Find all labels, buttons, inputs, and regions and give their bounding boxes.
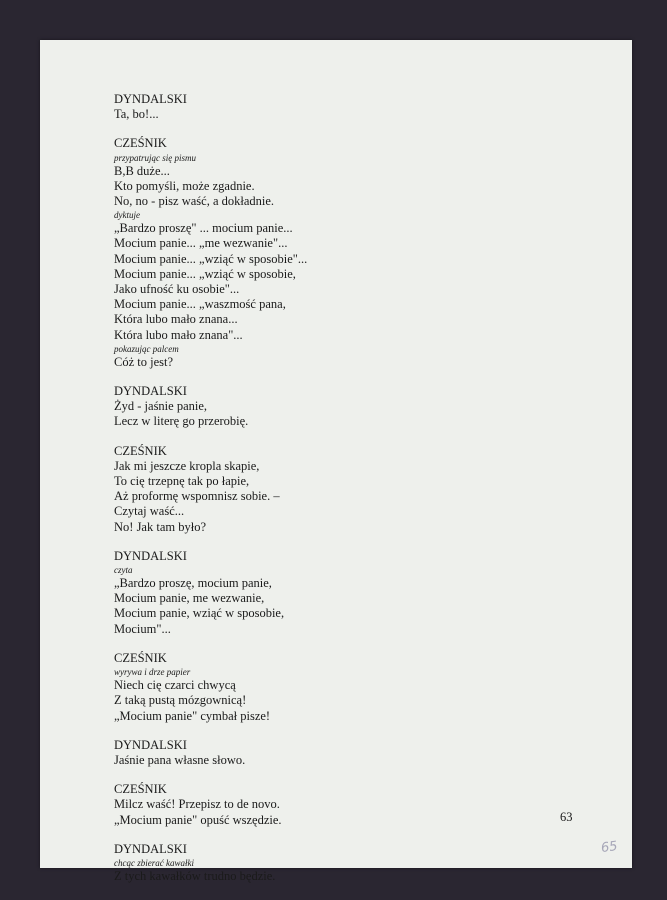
dialogue-block: [114, 444, 554, 535]
verse-line: Milcz waść! Przepisz to de novo.: [114, 797, 280, 812]
verse-line: Mocium panie... „waszmość pana,: [114, 297, 286, 312]
dialogue-block: [114, 136, 554, 370]
verse-line: To cię trzepnę tak po łapie,: [114, 474, 250, 489]
speaker-name: DYNDALSKI: [114, 841, 187, 856]
verse-line: Z tych kawałków trudno będzie.: [114, 868, 276, 883]
verse-line: Mocium panie... „me wezwanie"...: [114, 236, 288, 251]
dialogue-block: [114, 842, 554, 884]
verse-line: Kto pomyśli, może zgadnie.: [114, 178, 255, 193]
verse-line: B,B duże...: [114, 163, 170, 178]
verse-line: Mocium panie, wziąć w sposobie,: [114, 606, 285, 621]
stage-direction: chcąc zbierać kawałki: [114, 857, 194, 868]
dialogue-block: [114, 384, 554, 430]
dialogue-block: [114, 651, 554, 724]
verse-line: Z taką pustą mózgownicą!: [114, 693, 247, 708]
stage-direction: czyta: [114, 565, 133, 576]
verse-line: Mocium"...: [114, 621, 171, 636]
stage-direction: dyktuje: [114, 210, 140, 221]
verse-line: Czytaj waść...: [114, 504, 185, 519]
stage-direction: pokazując palcem: [114, 343, 179, 354]
stage-direction: wyrywa i drze papier: [114, 667, 191, 678]
speaker-name: CZEŚNIK: [114, 443, 167, 458]
verse-line: Niech cię czarci chwycą: [114, 678, 236, 693]
stage-direction: przypatrując się pismu: [114, 152, 196, 163]
dialogue-block: [114, 549, 554, 637]
speaker-name: DYNDALSKI: [114, 737, 187, 752]
pencil-page-mark: 65: [600, 838, 619, 857]
verse-line: „Bardzo proszę, mocium panie,: [114, 576, 272, 591]
verse-line: No! Jak tam było?: [114, 519, 206, 534]
verse-line: Ta, bo!...: [114, 107, 159, 122]
verse-line: „Mocium panie" opuść wszędzie.: [114, 812, 282, 827]
verse-line: Mocium panie, me wezwanie,: [114, 591, 265, 606]
speaker-name: DYNDALSKI: [114, 92, 187, 106]
verse-line: „Bardzo proszę" ... mocium panie...: [114, 221, 293, 236]
verse-line: Która lubo mało znana...: [114, 312, 238, 327]
verse-line: Jaśnie pana własne słowo.: [114, 752, 246, 767]
verse-line: Lecz w literę go przerobię.: [114, 414, 249, 429]
document-page: [40, 40, 632, 883]
verse-line: Aż proformę wspomnisz sobie. –: [114, 489, 280, 504]
dialogue-block: [114, 782, 554, 828]
verse-line: Mocium panie... „wziąć w sposobie,: [114, 266, 296, 281]
verse-line: No, no - pisz waść, a dokładnie.: [114, 194, 275, 209]
dialogue-block: [114, 92, 554, 122]
speaker-name: CZEŚNIK: [114, 650, 167, 665]
dialogue-block: [114, 738, 554, 768]
speaker-name: CZEŚNIK: [114, 782, 167, 797]
verse-line: Jak mi jeszcze kropla skapie,: [114, 458, 260, 473]
speaker-name: DYNDALSKI: [114, 548, 187, 563]
drama-text: [114, 92, 554, 898]
verse-line: Jako ufność ku osobie"...: [114, 282, 240, 297]
verse-line: Żyd - jaśnie panie,: [114, 399, 208, 414]
speaker-name: CZEŚNIK: [114, 136, 167, 151]
verse-line: Cóż to jest?: [114, 354, 174, 369]
verse-line: Która lubo mało znana"...: [114, 327, 243, 342]
verse-line: „Mocium panie" cymbał pisze!: [114, 708, 271, 723]
speaker-name: DYNDALSKI: [114, 384, 187, 399]
verse-line: Mocium panie... „wziąć w sposobie"...: [114, 251, 308, 266]
page-number: 63: [560, 810, 573, 824]
